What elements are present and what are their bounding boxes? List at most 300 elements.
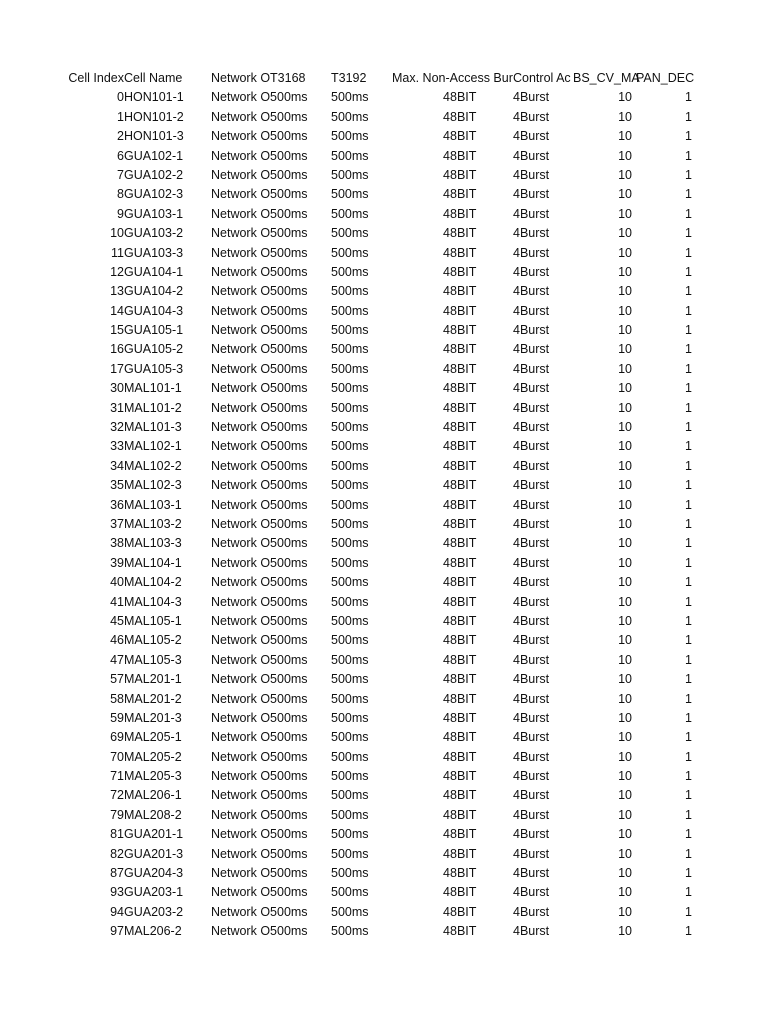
- control-ack-value[interactable]: 4Burst: [513, 148, 550, 163]
- cell-index[interactable]: 36: [110, 497, 124, 512]
- max-non-access-burst-value[interactable]: 4: [443, 730, 450, 745]
- network-ot3168-value[interactable]: Network O500ms: [211, 710, 308, 725]
- cell-name[interactable]: GUA201-3: [124, 846, 184, 861]
- cell-index[interactable]: 40: [110, 575, 124, 590]
- bit-value[interactable]: 8BIT: [450, 497, 477, 512]
- cell-name[interactable]: MAL104-3: [124, 594, 182, 609]
- pan-dec-value[interactable]: 1: [685, 129, 692, 144]
- cell-index[interactable]: 47: [110, 652, 124, 667]
- pan-dec-value[interactable]: 1: [685, 90, 692, 105]
- control-ack-value[interactable]: 4Burst: [513, 323, 550, 338]
- control-ack-value[interactable]: 4Burst: [513, 904, 550, 919]
- control-ack-value[interactable]: 4Burst: [513, 187, 550, 202]
- max-non-access-burst-value[interactable]: 4: [443, 652, 450, 667]
- pan-dec-value[interactable]: 1: [685, 439, 692, 454]
- t3192-value[interactable]: 500ms: [331, 924, 369, 939]
- bit-value[interactable]: 8BIT: [450, 458, 477, 473]
- t3192-value[interactable]: 500ms: [331, 885, 369, 900]
- max-non-access-burst-value[interactable]: 4: [443, 769, 450, 784]
- bs-cv-max-value[interactable]: 10: [618, 885, 632, 900]
- t3192-value[interactable]: 500ms: [331, 866, 369, 881]
- pan-dec-value[interactable]: 1: [685, 846, 692, 861]
- t3192-value[interactable]: 500ms: [331, 807, 369, 822]
- cell-index[interactable]: 14: [110, 303, 124, 318]
- cell-index[interactable]: 94: [110, 904, 124, 919]
- t3192-value[interactable]: 500ms: [331, 245, 369, 260]
- network-ot3168-value[interactable]: Network O500ms: [211, 90, 308, 105]
- cell-index[interactable]: 79: [110, 807, 124, 822]
- network-ot3168-value[interactable]: Network O500ms: [211, 303, 308, 318]
- network-ot3168-value[interactable]: Network O500ms: [211, 458, 308, 473]
- pan-dec-value[interactable]: 1: [685, 245, 692, 260]
- max-non-access-burst-value[interactable]: 4: [443, 264, 450, 279]
- control-ack-value[interactable]: 4Burst: [513, 284, 550, 299]
- cell-index[interactable]: 30: [110, 381, 124, 396]
- pan-dec-value[interactable]: 1: [685, 866, 692, 881]
- header-network-ot3168[interactable]: Network OT3168: [211, 71, 306, 85]
- max-non-access-burst-value[interactable]: 4: [443, 710, 450, 725]
- control-ack-value[interactable]: 4Burst: [513, 594, 550, 609]
- network-ot3168-value[interactable]: Network O500ms: [211, 361, 308, 376]
- control-ack-value[interactable]: 4Burst: [513, 167, 550, 182]
- cell-name[interactable]: GUA102-2: [124, 167, 184, 182]
- cell-index[interactable]: 59: [110, 710, 124, 725]
- t3192-value[interactable]: 500ms: [331, 497, 369, 512]
- network-ot3168-value[interactable]: Network O500ms: [211, 672, 308, 687]
- bs-cv-max-value[interactable]: 10: [618, 420, 632, 435]
- cell-index[interactable]: 33: [110, 439, 124, 454]
- bs-cv-max-value[interactable]: 10: [618, 575, 632, 590]
- bs-cv-max-value[interactable]: 10: [618, 536, 632, 551]
- t3192-value[interactable]: 500ms: [331, 710, 369, 725]
- cell-name[interactable]: MAL102-2: [124, 458, 182, 473]
- cell-name[interactable]: GUA103-2: [124, 226, 184, 241]
- cell-index[interactable]: 15: [110, 323, 124, 338]
- bs-cv-max-value[interactable]: 10: [618, 555, 632, 570]
- control-ack-value[interactable]: 4Burst: [513, 827, 550, 842]
- max-non-access-burst-value[interactable]: 4: [443, 167, 450, 182]
- cell-name[interactable]: HON101-2: [124, 109, 184, 124]
- bs-cv-max-value[interactable]: 10: [618, 400, 632, 415]
- max-non-access-burst-value[interactable]: 4: [443, 420, 450, 435]
- cell-index[interactable]: 39: [110, 555, 124, 570]
- t3192-value[interactable]: 500ms: [331, 846, 369, 861]
- header-max-non-access-burst[interactable]: Max. Non-Access Bur: [392, 71, 513, 85]
- bs-cv-max-value[interactable]: 10: [618, 109, 632, 124]
- cell-index[interactable]: 32: [110, 420, 124, 435]
- bit-value[interactable]: 8BIT: [450, 904, 477, 919]
- header-control-ack[interactable]: Control Ac: [513, 71, 571, 85]
- pan-dec-value[interactable]: 1: [685, 769, 692, 784]
- t3192-value[interactable]: 500ms: [331, 516, 369, 531]
- max-non-access-burst-value[interactable]: 4: [443, 226, 450, 241]
- max-non-access-burst-value[interactable]: 4: [443, 458, 450, 473]
- bit-value[interactable]: 8BIT: [450, 90, 477, 105]
- max-non-access-burst-value[interactable]: 4: [443, 497, 450, 512]
- cell-index[interactable]: 41: [110, 594, 124, 609]
- network-ot3168-value[interactable]: Network O500ms: [211, 536, 308, 551]
- cell-index[interactable]: 17: [110, 361, 124, 376]
- t3192-value[interactable]: 500ms: [331, 555, 369, 570]
- cell-name[interactable]: HON101-1: [124, 90, 184, 105]
- bit-value[interactable]: 8BIT: [450, 206, 477, 221]
- cell-name[interactable]: GUA104-3: [124, 303, 184, 318]
- network-ot3168-value[interactable]: Network O500ms: [211, 400, 308, 415]
- network-ot3168-value[interactable]: Network O500ms: [211, 924, 308, 939]
- network-ot3168-value[interactable]: Network O500ms: [211, 264, 308, 279]
- pan-dec-value[interactable]: 1: [685, 924, 692, 939]
- bs-cv-max-value[interactable]: 10: [618, 90, 632, 105]
- max-non-access-burst-value[interactable]: 4: [443, 691, 450, 706]
- cell-name[interactable]: GUA204-3: [124, 866, 184, 881]
- bs-cv-max-value[interactable]: 10: [618, 458, 632, 473]
- max-non-access-burst-value[interactable]: 4: [443, 575, 450, 590]
- cell-index[interactable]: 37: [110, 516, 124, 531]
- control-ack-value[interactable]: 4Burst: [513, 400, 550, 415]
- t3192-value[interactable]: 500ms: [331, 769, 369, 784]
- cell-name[interactable]: GUA102-1: [124, 148, 184, 163]
- cell-name[interactable]: MAL103-2: [124, 516, 182, 531]
- t3192-value[interactable]: 500ms: [331, 264, 369, 279]
- pan-dec-value[interactable]: 1: [685, 652, 692, 667]
- bit-value[interactable]: 8BIT: [450, 749, 477, 764]
- control-ack-value[interactable]: 4Burst: [513, 613, 550, 628]
- bit-value[interactable]: 8BIT: [450, 691, 477, 706]
- max-non-access-burst-value[interactable]: 4: [443, 478, 450, 493]
- max-non-access-burst-value[interactable]: 4: [443, 400, 450, 415]
- bs-cv-max-value[interactable]: 10: [618, 206, 632, 221]
- control-ack-value[interactable]: 4Burst: [513, 730, 550, 745]
- cell-index[interactable]: 10: [110, 226, 124, 241]
- cell-index[interactable]: 0: [117, 90, 124, 105]
- pan-dec-value[interactable]: 1: [685, 633, 692, 648]
- cell-name[interactable]: GUA203-1: [124, 885, 184, 900]
- pan-dec-value[interactable]: 1: [685, 575, 692, 590]
- cell-name[interactable]: GUA105-1: [124, 323, 184, 338]
- cell-index[interactable]: 6: [117, 148, 124, 163]
- pan-dec-value[interactable]: 1: [685, 264, 692, 279]
- network-ot3168-value[interactable]: Network O500ms: [211, 769, 308, 784]
- bit-value[interactable]: 8BIT: [450, 594, 477, 609]
- bit-value[interactable]: 8BIT: [450, 652, 477, 667]
- cell-name[interactable]: MAL103-3: [124, 536, 182, 551]
- network-ot3168-value[interactable]: Network O500ms: [211, 555, 308, 570]
- pan-dec-value[interactable]: 1: [685, 342, 692, 357]
- pan-dec-value[interactable]: 1: [685, 167, 692, 182]
- bs-cv-max-value[interactable]: 10: [618, 245, 632, 260]
- bit-value[interactable]: 8BIT: [450, 245, 477, 260]
- t3192-value[interactable]: 500ms: [331, 536, 369, 551]
- cell-name[interactable]: GUA105-3: [124, 361, 184, 376]
- bit-value[interactable]: 8BIT: [450, 516, 477, 531]
- cell-name[interactable]: MAL201-1: [124, 672, 182, 687]
- control-ack-value[interactable]: 4Burst: [513, 652, 550, 667]
- bit-value[interactable]: 8BIT: [450, 846, 477, 861]
- pan-dec-value[interactable]: 1: [685, 226, 692, 241]
- control-ack-value[interactable]: 4Burst: [513, 206, 550, 221]
- cell-name[interactable]: MAL101-2: [124, 400, 182, 415]
- pan-dec-value[interactable]: 1: [685, 284, 692, 299]
- network-ot3168-value[interactable]: Network O500ms: [211, 516, 308, 531]
- pan-dec-value[interactable]: 1: [685, 710, 692, 725]
- max-non-access-burst-value[interactable]: 4: [443, 827, 450, 842]
- bit-value[interactable]: 8BIT: [450, 827, 477, 842]
- network-ot3168-value[interactable]: Network O500ms: [211, 206, 308, 221]
- t3192-value[interactable]: 500ms: [331, 749, 369, 764]
- pan-dec-value[interactable]: 1: [685, 497, 692, 512]
- control-ack-value[interactable]: 4Burst: [513, 90, 550, 105]
- t3192-value[interactable]: 500ms: [331, 206, 369, 221]
- network-ot3168-value[interactable]: Network O500ms: [211, 788, 308, 803]
- t3192-value[interactable]: 500ms: [331, 730, 369, 745]
- pan-dec-value[interactable]: 1: [685, 420, 692, 435]
- bs-cv-max-value[interactable]: 10: [618, 672, 632, 687]
- t3192-value[interactable]: 500ms: [331, 284, 369, 299]
- bit-value[interactable]: 8BIT: [450, 129, 477, 144]
- t3192-value[interactable]: 500ms: [331, 827, 369, 842]
- t3192-value[interactable]: 500ms: [331, 303, 369, 318]
- t3192-value[interactable]: 500ms: [331, 420, 369, 435]
- bit-value[interactable]: 8BIT: [450, 807, 477, 822]
- bit-value[interactable]: 8BIT: [450, 420, 477, 435]
- cell-index[interactable]: 72: [110, 788, 124, 803]
- t3192-value[interactable]: 500ms: [331, 361, 369, 376]
- control-ack-value[interactable]: 4Burst: [513, 458, 550, 473]
- cell-name[interactable]: GUA102-3: [124, 187, 184, 202]
- bit-value[interactable]: 8BIT: [450, 187, 477, 202]
- network-ot3168-value[interactable]: Network O500ms: [211, 866, 308, 881]
- cell-index[interactable]: 71: [110, 769, 124, 784]
- bit-value[interactable]: 8BIT: [450, 284, 477, 299]
- pan-dec-value[interactable]: 1: [685, 536, 692, 551]
- network-ot3168-value[interactable]: Network O500ms: [211, 730, 308, 745]
- header-t3192[interactable]: T3192: [331, 71, 367, 85]
- bit-value[interactable]: 8BIT: [450, 381, 477, 396]
- bit-value[interactable]: 8BIT: [450, 536, 477, 551]
- max-non-access-burst-value[interactable]: 4: [443, 90, 450, 105]
- pan-dec-value[interactable]: 1: [685, 303, 692, 318]
- bit-value[interactable]: 8BIT: [450, 478, 477, 493]
- bit-value[interactable]: 8BIT: [450, 866, 477, 881]
- pan-dec-value[interactable]: 1: [685, 827, 692, 842]
- bs-cv-max-value[interactable]: 10: [618, 323, 632, 338]
- network-ot3168-value[interactable]: Network O500ms: [211, 497, 308, 512]
- cell-name[interactable]: GUA203-2: [124, 904, 184, 919]
- control-ack-value[interactable]: 4Burst: [513, 672, 550, 687]
- network-ot3168-value[interactable]: Network O500ms: [211, 885, 308, 900]
- network-ot3168-value[interactable]: Network O500ms: [211, 807, 308, 822]
- pan-dec-value[interactable]: 1: [685, 788, 692, 803]
- bit-value[interactable]: 8BIT: [450, 633, 477, 648]
- cell-name[interactable]: MAL201-3: [124, 710, 182, 725]
- header-cell-index[interactable]: Cell Index: [68, 71, 124, 85]
- control-ack-value[interactable]: 4Burst: [513, 439, 550, 454]
- bit-value[interactable]: 8BIT: [450, 342, 477, 357]
- bs-cv-max-value[interactable]: 10: [618, 381, 632, 396]
- cell-name[interactable]: MAL101-1: [124, 381, 182, 396]
- control-ack-value[interactable]: 4Burst: [513, 536, 550, 551]
- max-non-access-burst-value[interactable]: 4: [443, 536, 450, 551]
- cell-name[interactable]: MAL201-2: [124, 691, 182, 706]
- t3192-value[interactable]: 500ms: [331, 109, 369, 124]
- control-ack-value[interactable]: 4Burst: [513, 769, 550, 784]
- pan-dec-value[interactable]: 1: [685, 148, 692, 163]
- network-ot3168-value[interactable]: Network O500ms: [211, 633, 308, 648]
- bs-cv-max-value[interactable]: 10: [618, 342, 632, 357]
- max-non-access-burst-value[interactable]: 4: [443, 439, 450, 454]
- t3192-value[interactable]: 500ms: [331, 439, 369, 454]
- bs-cv-max-value[interactable]: 10: [618, 613, 632, 628]
- network-ot3168-value[interactable]: Network O500ms: [211, 846, 308, 861]
- max-non-access-burst-value[interactable]: 4: [443, 866, 450, 881]
- max-non-access-burst-value[interactable]: 4: [443, 361, 450, 376]
- bs-cv-max-value[interactable]: 10: [618, 846, 632, 861]
- control-ack-value[interactable]: 4Burst: [513, 749, 550, 764]
- bs-cv-max-value[interactable]: 10: [618, 866, 632, 881]
- control-ack-value[interactable]: 4Burst: [513, 264, 550, 279]
- bs-cv-max-value[interactable]: 10: [618, 361, 632, 376]
- cell-index[interactable]: 1: [117, 109, 124, 124]
- pan-dec-value[interactable]: 1: [685, 555, 692, 570]
- network-ot3168-value[interactable]: Network O500ms: [211, 613, 308, 628]
- bit-value[interactable]: 8BIT: [450, 575, 477, 590]
- network-ot3168-value[interactable]: Network O500ms: [211, 109, 308, 124]
- bs-cv-max-value[interactable]: 10: [618, 264, 632, 279]
- cell-name[interactable]: MAL102-1: [124, 439, 182, 454]
- max-non-access-burst-value[interactable]: 4: [443, 284, 450, 299]
- cell-index[interactable]: 9: [117, 206, 124, 221]
- t3192-value[interactable]: 500ms: [331, 129, 369, 144]
- bs-cv-max-value[interactable]: 10: [618, 749, 632, 764]
- max-non-access-burst-value[interactable]: 4: [443, 206, 450, 221]
- bs-cv-max-value[interactable]: 10: [618, 439, 632, 454]
- bs-cv-max-value[interactable]: 10: [618, 827, 632, 842]
- network-ot3168-value[interactable]: Network O500ms: [211, 575, 308, 590]
- cell-name[interactable]: MAL105-2: [124, 633, 182, 648]
- pan-dec-value[interactable]: 1: [685, 458, 692, 473]
- cell-name[interactable]: MAL104-1: [124, 555, 182, 570]
- bit-value[interactable]: 8BIT: [450, 400, 477, 415]
- bs-cv-max-value[interactable]: 10: [618, 129, 632, 144]
- pan-dec-value[interactable]: 1: [685, 109, 692, 124]
- t3192-value[interactable]: 500ms: [331, 187, 369, 202]
- bs-cv-max-value[interactable]: 10: [618, 730, 632, 745]
- control-ack-value[interactable]: 4Burst: [513, 924, 550, 939]
- max-non-access-burst-value[interactable]: 4: [443, 381, 450, 396]
- pan-dec-value[interactable]: 1: [685, 885, 692, 900]
- t3192-value[interactable]: 500ms: [331, 90, 369, 105]
- network-ot3168-value[interactable]: Network O500ms: [211, 342, 308, 357]
- control-ack-value[interactable]: 4Burst: [513, 516, 550, 531]
- network-ot3168-value[interactable]: Network O500ms: [211, 594, 308, 609]
- max-non-access-burst-value[interactable]: 4: [443, 555, 450, 570]
- control-ack-value[interactable]: 4Burst: [513, 575, 550, 590]
- cell-index[interactable]: 93: [110, 885, 124, 900]
- network-ot3168-value[interactable]: Network O500ms: [211, 904, 308, 919]
- control-ack-value[interactable]: 4Burst: [513, 420, 550, 435]
- bit-value[interactable]: 8BIT: [450, 264, 477, 279]
- cell-name[interactable]: HON101-3: [124, 129, 184, 144]
- bit-value[interactable]: 8BIT: [450, 109, 477, 124]
- cell-index[interactable]: 7: [117, 167, 124, 182]
- t3192-value[interactable]: 500ms: [331, 458, 369, 473]
- bit-value[interactable]: 8BIT: [450, 323, 477, 338]
- cell-index[interactable]: 57: [110, 672, 124, 687]
- header-bs-cv-max[interactable]: BS_CV_MA: [573, 71, 640, 85]
- pan-dec-value[interactable]: 1: [685, 516, 692, 531]
- cell-index[interactable]: 87: [110, 866, 124, 881]
- t3192-value[interactable]: 500ms: [331, 613, 369, 628]
- control-ack-value[interactable]: 4Burst: [513, 381, 550, 396]
- control-ack-value[interactable]: 4Burst: [513, 245, 550, 260]
- cell-name[interactable]: GUA103-3: [124, 245, 184, 260]
- cell-index[interactable]: 2: [117, 129, 124, 144]
- max-non-access-burst-value[interactable]: 4: [443, 613, 450, 628]
- network-ot3168-value[interactable]: Network O500ms: [211, 187, 308, 202]
- cell-name[interactable]: MAL104-2: [124, 575, 182, 590]
- control-ack-value[interactable]: 4Burst: [513, 478, 550, 493]
- network-ot3168-value[interactable]: Network O500ms: [211, 129, 308, 144]
- pan-dec-value[interactable]: 1: [685, 361, 692, 376]
- bit-value[interactable]: 8BIT: [450, 788, 477, 803]
- t3192-value[interactable]: 500ms: [331, 342, 369, 357]
- t3192-value[interactable]: 500ms: [331, 148, 369, 163]
- control-ack-value[interactable]: 4Burst: [513, 788, 550, 803]
- control-ack-value[interactable]: 4Burst: [513, 109, 550, 124]
- t3192-value[interactable]: 500ms: [331, 167, 369, 182]
- pan-dec-value[interactable]: 1: [685, 206, 692, 221]
- max-non-access-burst-value[interactable]: 4: [443, 885, 450, 900]
- control-ack-value[interactable]: 4Burst: [513, 633, 550, 648]
- bs-cv-max-value[interactable]: 10: [618, 594, 632, 609]
- header-cell-name[interactable]: Cell Name: [124, 71, 183, 85]
- max-non-access-burst-value[interactable]: 4: [443, 342, 450, 357]
- cell-name[interactable]: MAL101-3: [124, 420, 182, 435]
- network-ot3168-value[interactable]: Network O500ms: [211, 652, 308, 667]
- control-ack-value[interactable]: 4Burst: [513, 497, 550, 512]
- cell-index[interactable]: 38: [110, 536, 124, 551]
- cell-index[interactable]: 12: [110, 264, 124, 279]
- control-ack-value[interactable]: 4Burst: [513, 555, 550, 570]
- network-ot3168-value[interactable]: Network O500ms: [211, 749, 308, 764]
- max-non-access-burst-value[interactable]: 4: [443, 672, 450, 687]
- cell-index[interactable]: 81: [110, 827, 124, 842]
- bs-cv-max-value[interactable]: 10: [618, 710, 632, 725]
- control-ack-value[interactable]: 4Burst: [513, 226, 550, 241]
- bit-value[interactable]: 8BIT: [450, 148, 477, 163]
- cell-name[interactable]: GUA105-2: [124, 342, 184, 357]
- network-ot3168-value[interactable]: Network O500ms: [211, 284, 308, 299]
- cell-name[interactable]: MAL105-3: [124, 652, 182, 667]
- max-non-access-burst-value[interactable]: 4: [443, 129, 450, 144]
- max-non-access-burst-value[interactable]: 4: [443, 187, 450, 202]
- max-non-access-burst-value[interactable]: 4: [443, 516, 450, 531]
- bit-value[interactable]: 8BIT: [450, 710, 477, 725]
- pan-dec-value[interactable]: 1: [685, 613, 692, 628]
- bs-cv-max-value[interactable]: 10: [618, 807, 632, 822]
- cell-index[interactable]: 35: [110, 478, 124, 493]
- cell-name[interactable]: MAL205-1: [124, 730, 182, 745]
- header-pan-dec[interactable]: PAN_DEC: [636, 71, 695, 85]
- bit-value[interactable]: 8BIT: [450, 730, 477, 745]
- network-ot3168-value[interactable]: Network O500ms: [211, 323, 308, 338]
- cell-index[interactable]: 97: [110, 924, 124, 939]
- bs-cv-max-value[interactable]: 10: [618, 691, 632, 706]
- control-ack-value[interactable]: 4Burst: [513, 807, 550, 822]
- pan-dec-value[interactable]: 1: [685, 730, 692, 745]
- network-ot3168-value[interactable]: Network O500ms: [211, 478, 308, 493]
- control-ack-value[interactable]: 4Burst: [513, 710, 550, 725]
